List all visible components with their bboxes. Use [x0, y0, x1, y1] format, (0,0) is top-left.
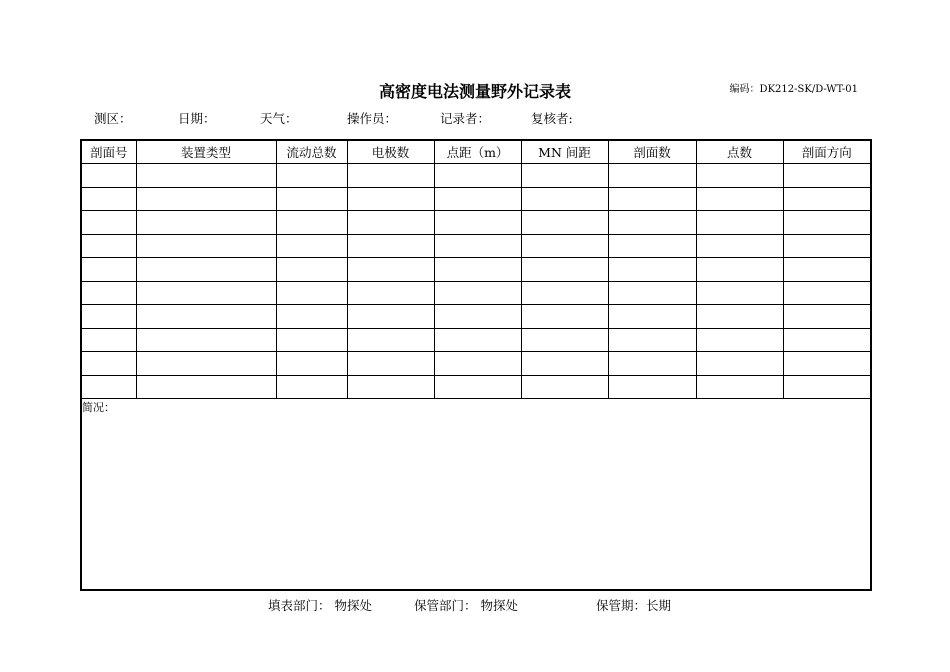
table-cell[interactable]: [347, 281, 434, 305]
table-cell[interactable]: [81, 352, 136, 376]
table-cell[interactable]: [783, 164, 871, 188]
table-cell[interactable]: [347, 187, 434, 211]
table-cell[interactable]: [347, 164, 434, 188]
table-row: [81, 187, 871, 211]
table-cell[interactable]: [608, 164, 696, 188]
table-cell[interactable]: [434, 234, 521, 258]
table-cell[interactable]: [696, 352, 783, 376]
table-cell[interactable]: [347, 305, 434, 329]
table-cell[interactable]: [783, 187, 871, 211]
table-cell[interactable]: [276, 281, 347, 305]
table-cell[interactable]: [276, 375, 347, 399]
table-cell[interactable]: [608, 281, 696, 305]
table-cell[interactable]: [696, 258, 783, 282]
table-cell[interactable]: [696, 305, 783, 329]
table-cell[interactable]: [521, 352, 608, 376]
table-cell[interactable]: [434, 281, 521, 305]
table-cell[interactable]: [783, 234, 871, 258]
table-cell[interactable]: [276, 211, 347, 235]
meta-date: 日期：: [178, 111, 216, 126]
form-title: 高密度电法测量野外记录表: [378, 82, 571, 101]
table-cell[interactable]: [696, 187, 783, 211]
table-cell[interactable]: [783, 375, 871, 399]
table-header-row: [81, 140, 871, 164]
footer-keep-dept: 保管部门： 物探处: [414, 598, 518, 613]
table-cell[interactable]: [608, 328, 696, 352]
table-cell[interactable]: [434, 211, 521, 235]
record-table: [80, 139, 872, 591]
table-cell[interactable]: [696, 281, 783, 305]
table-cell[interactable]: [81, 258, 136, 282]
table-cell[interactable]: [136, 164, 276, 188]
table-cell[interactable]: [347, 234, 434, 258]
table-cell[interactable]: [521, 305, 608, 329]
table-cell[interactable]: [136, 234, 276, 258]
table-cell[interactable]: [347, 328, 434, 352]
table-cell[interactable]: [608, 375, 696, 399]
table-cell[interactable]: [136, 375, 276, 399]
table-cell[interactable]: [434, 164, 521, 188]
table-cell[interactable]: [81, 375, 136, 399]
table-cell[interactable]: [521, 211, 608, 235]
table-cell[interactable]: [81, 281, 136, 305]
table-cell[interactable]: [81, 164, 136, 188]
table-cell[interactable]: [347, 375, 434, 399]
col-header-array-type: 装置类型: [136, 140, 276, 164]
table-cell[interactable]: [696, 164, 783, 188]
form-code: 编码：DK212-SK/D-WT-01: [729, 84, 858, 95]
table-cell[interactable]: [608, 258, 696, 282]
table-cell[interactable]: [608, 187, 696, 211]
table-cell[interactable]: [434, 328, 521, 352]
table-row: [81, 164, 871, 188]
table-cell[interactable]: [521, 375, 608, 399]
table-cell[interactable]: [608, 352, 696, 376]
table-cell[interactable]: [608, 305, 696, 329]
table-cell[interactable]: [276, 352, 347, 376]
table-cell[interactable]: [521, 258, 608, 282]
meta-operator: 操作员：: [347, 111, 398, 126]
table-cell[interactable]: [783, 305, 871, 329]
table-cell[interactable]: [81, 305, 136, 329]
table-cell[interactable]: [347, 211, 434, 235]
table-cell[interactable]: [136, 187, 276, 211]
table-cell[interactable]: [434, 375, 521, 399]
meta-checker: 复核者:: [531, 111, 573, 126]
table-cell[interactable]: [783, 211, 871, 235]
table-row: [81, 352, 871, 376]
table-cell[interactable]: [347, 258, 434, 282]
table-row: [81, 305, 871, 329]
col-header-point-spacing: 点距（m）: [434, 140, 521, 164]
table-row: [81, 375, 871, 399]
table-cell[interactable]: [521, 234, 608, 258]
col-header-roll-total: 流动总数: [276, 140, 347, 164]
table-cell[interactable]: [136, 211, 276, 235]
table-cell[interactable]: [136, 328, 276, 352]
col-header-electrode-count: 电极数: [347, 140, 434, 164]
table-cell[interactable]: [434, 352, 521, 376]
table-cell[interactable]: [434, 258, 521, 282]
table-cell[interactable]: [81, 187, 136, 211]
meta-district: 测区：: [94, 111, 132, 126]
table-cell[interactable]: [696, 375, 783, 399]
table-cell[interactable]: [81, 234, 136, 258]
meta-weather: 天气：: [260, 111, 298, 126]
col-header-section-direction: 剖面方向: [783, 140, 871, 164]
table-cell[interactable]: [521, 328, 608, 352]
col-header-point-count: 点数: [696, 140, 783, 164]
table-cell[interactable]: [696, 328, 783, 352]
table-row: [81, 211, 871, 235]
notes-cell[interactable]: [81, 399, 871, 591]
notes-label: 简况：: [82, 401, 115, 414]
meta-recorder: 记录者：: [440, 111, 491, 126]
table-cell[interactable]: [696, 211, 783, 235]
table-cell[interactable]: [347, 352, 434, 376]
table-cell[interactable]: [521, 281, 608, 305]
table-cell[interactable]: [521, 187, 608, 211]
table-cell[interactable]: [783, 258, 871, 282]
table-cell[interactable]: [608, 234, 696, 258]
table-cell[interactable]: [136, 281, 276, 305]
table-row: [81, 328, 871, 352]
table-cell[interactable]: [276, 187, 347, 211]
table-cell[interactable]: [276, 258, 347, 282]
table-row: [81, 281, 871, 305]
table-cell[interactable]: [696, 234, 783, 258]
table-cell[interactable]: [81, 211, 136, 235]
table-cell[interactable]: [521, 164, 608, 188]
col-header-section-count: 剖面数: [608, 140, 696, 164]
table-row: [81, 258, 871, 282]
table-cell[interactable]: [434, 187, 521, 211]
col-header-mn-spacing: MN 间距: [521, 140, 608, 164]
notes-row: [81, 399, 871, 591]
table-cell[interactable]: [783, 328, 871, 352]
table-cell[interactable]: [276, 328, 347, 352]
footer-fill-dept: 填表部门： 物探处: [268, 598, 372, 613]
table-row: [81, 234, 871, 258]
footer-keep-period: 保管期：长期: [596, 598, 672, 613]
table-cell[interactable]: [434, 305, 521, 329]
table-cell[interactable]: [783, 281, 871, 305]
table-cell[interactable]: [608, 211, 696, 235]
table-cell[interactable]: [81, 328, 136, 352]
col-header-section-no: 剖面号: [81, 140, 136, 164]
table-cell[interactable]: [136, 305, 276, 329]
table-cell[interactable]: [783, 352, 871, 376]
table-cell[interactable]: [136, 352, 276, 376]
table-cell[interactable]: [136, 258, 276, 282]
table-cell[interactable]: [276, 164, 347, 188]
table-cell[interactable]: [276, 305, 347, 329]
table-cell[interactable]: [276, 234, 347, 258]
